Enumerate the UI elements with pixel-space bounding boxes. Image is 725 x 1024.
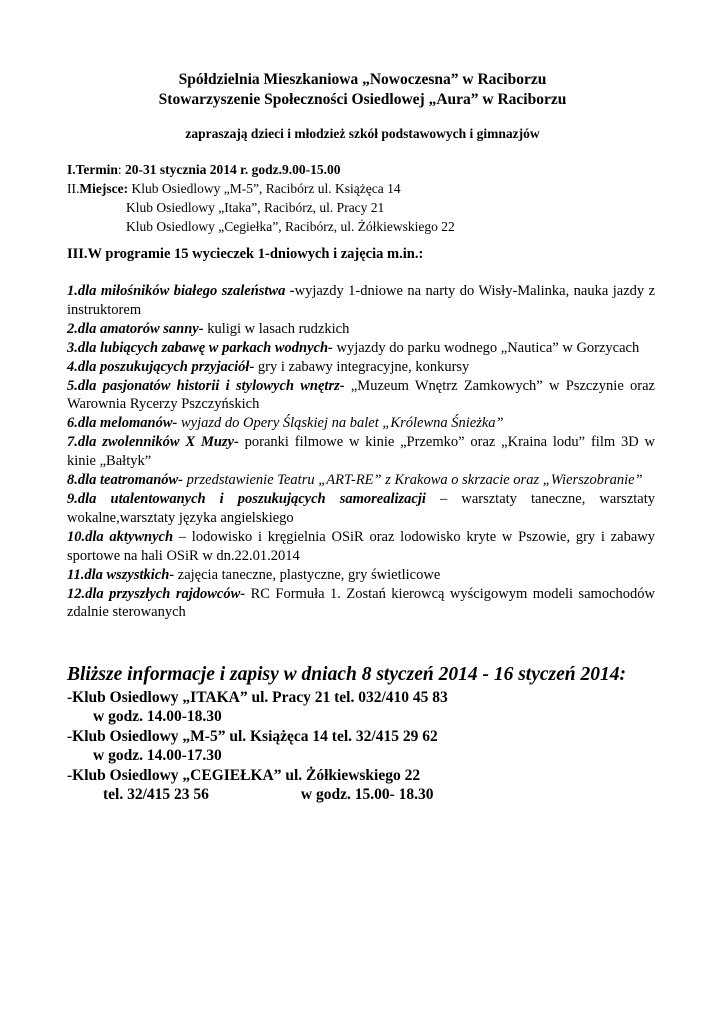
organizer-2: Stowarzyszenie Społeczności Osiedlowej „Aura” w Raciborzu: [158, 91, 567, 108]
program-item-1: [67, 282, 655, 320]
item-text: wyjazdy 1-dniowe na narty do Wisły-Malinka, nauka jazdy z instruktorem: [67, 283, 656, 318]
program-item-3: [67, 339, 655, 358]
program-item-4: [67, 358, 655, 377]
item-label: 11.dla wszystkich-: [67, 566, 175, 583]
program-item-12: [67, 585, 655, 623]
program-list: [67, 282, 655, 622]
club-itaka-line: -Klub Osiedlowy „ITAKA” ul. Pracy 21 tel. 032/410 45 83: [67, 689, 448, 706]
item-label: 12.dla przyszłych rajdowców-: [67, 585, 246, 602]
club-cegielka-details: [67, 785, 667, 804]
program-item-5: [67, 377, 655, 415]
item-label: 8.dla teatromanów-: [67, 472, 184, 489]
item-text: przedstawienie Teatru „ART-RE” z Krakowa o skrzacie oraz „Wierszobranie”: [183, 472, 643, 489]
item-text: kuligi w lasach rudzkich: [203, 320, 350, 337]
place-2: Klub Osiedlowy „Itaka”, Racibórz, ul. Pracy 21: [126, 200, 385, 215]
item-text: – lodowisko i kręgielnia OSiR oraz lodowisko kryte w Pszowie, gry i zabawy sportowe na hali OSiR w dn.22.01.2014: [67, 528, 655, 564]
item-text: wyjazdy do parku wodnego „Nautica” w Gorzycach: [332, 339, 640, 356]
club-m5-line: -Klub Osiedlowy „M-5” ul. Książęca 14 tel. 32/415 29 62: [67, 727, 438, 745]
item-text: wyjazd do Opery Śląskiej na balet „Królewna Śnieżka”: [177, 415, 504, 432]
item-label: 7.dla zwolenników X Muzy-: [67, 434, 239, 451]
item-text: RC Formuła 1. Zostań kierowcą wyścigowym modeli samochodów zdalnie sterowanych: [67, 585, 655, 621]
item-label: 4.dla poszukujących przyjaciół-: [67, 358, 255, 375]
termin-line: I.Termin: 20-31 stycznia 2014 r. godz.9.00-15.00: [67, 162, 341, 177]
program-item-2: [67, 320, 655, 339]
club-cegielka-hours: w godz. 15.00- 18.30: [300, 785, 434, 803]
item-label: 2.dla amatorów sanny-: [67, 320, 204, 337]
item-label: 10.dla aktywnych: [67, 528, 174, 545]
club-cegielka-phone: tel. 32/415 23 56: [103, 785, 209, 803]
contacts-block: [67, 688, 667, 804]
item-text: – warsztaty taneczne, warsztaty wokalne,warsztaty języka angielskiego: [67, 490, 655, 526]
termin-value: 20-31 stycznia 2014 r. godz.9.00-15.00: [125, 162, 341, 177]
miejsce-prefix: II.: [67, 181, 80, 196]
program-item-11: [67, 566, 655, 585]
place-1: Klub Osiedlowy „M-5”, Racibórz ul. Książęca 14: [131, 181, 401, 196]
program-item-8: [67, 471, 655, 490]
program-item-7: [67, 433, 655, 471]
miejsce-label: Miejsce:: [79, 181, 129, 196]
item-label: 6.dla melomanów-: [67, 415, 178, 432]
club-itaka-hours: w godz. 14.00-18.30: [93, 708, 222, 726]
item-text: zajęcia taneczne, plastyczne, gry świetlicowe: [174, 566, 441, 583]
program-item-9: [67, 490, 655, 528]
item-text: gry i zabawy integracyjne, konkursy: [254, 358, 470, 375]
program-heading: III.W programie 15 wycieczek 1-dniowych i zajęcia m.in.:: [67, 246, 424, 262]
info-block: [67, 160, 667, 236]
miejsce-line: [67, 179, 667, 198]
item-label: 1.dla miłośników białego szaleństwa -: [67, 283, 295, 299]
organizer-1: Spółdzielnia Mieszkaniowa „Nowoczesna” w Raciborzu: [178, 71, 547, 88]
place-3: Klub Osiedlowy „Cegiełka”, Racibórz, ul. Żółkiewskiego 22: [126, 219, 455, 234]
club-cegielka-line: -Klub Osiedlowy „CEGIEŁKA” ul. Żółkiewskiego 22: [67, 766, 421, 784]
item-label: 3.dla lubiących zabawę w parkach wodnych-: [67, 339, 333, 356]
item-text: poranki filmowe w kinie „Przemko” oraz „Kraina lodu” film 3D w kinie „Bałtyk”: [67, 434, 655, 470]
program-item-6: [67, 414, 655, 433]
invitation-subtitle: zapraszają dzieci i młodzież szkół podstawowych i gimnazjów: [185, 126, 540, 141]
termin-label: I.Termin: [67, 162, 118, 177]
item-label: 5.dla pasjonatów historii i stylowych wnętrz-: [67, 377, 345, 394]
club-m5-hours: w godz. 14.00-17.30: [93, 747, 222, 765]
registration-heading: Bliższe informacje i zapisy w dniach 8 styczeń 2014 - 16 styczeń 2014:: [67, 664, 626, 685]
item-text: „Muzeum Wnętrz Zamkowych” w Pszczynie oraz Warownia Rycerzy Pszczyńskich: [67, 377, 655, 413]
item-label: 9.dla utalentowanych i poszukujących samorealizacji: [67, 490, 426, 507]
program-item-10: [67, 528, 655, 566]
